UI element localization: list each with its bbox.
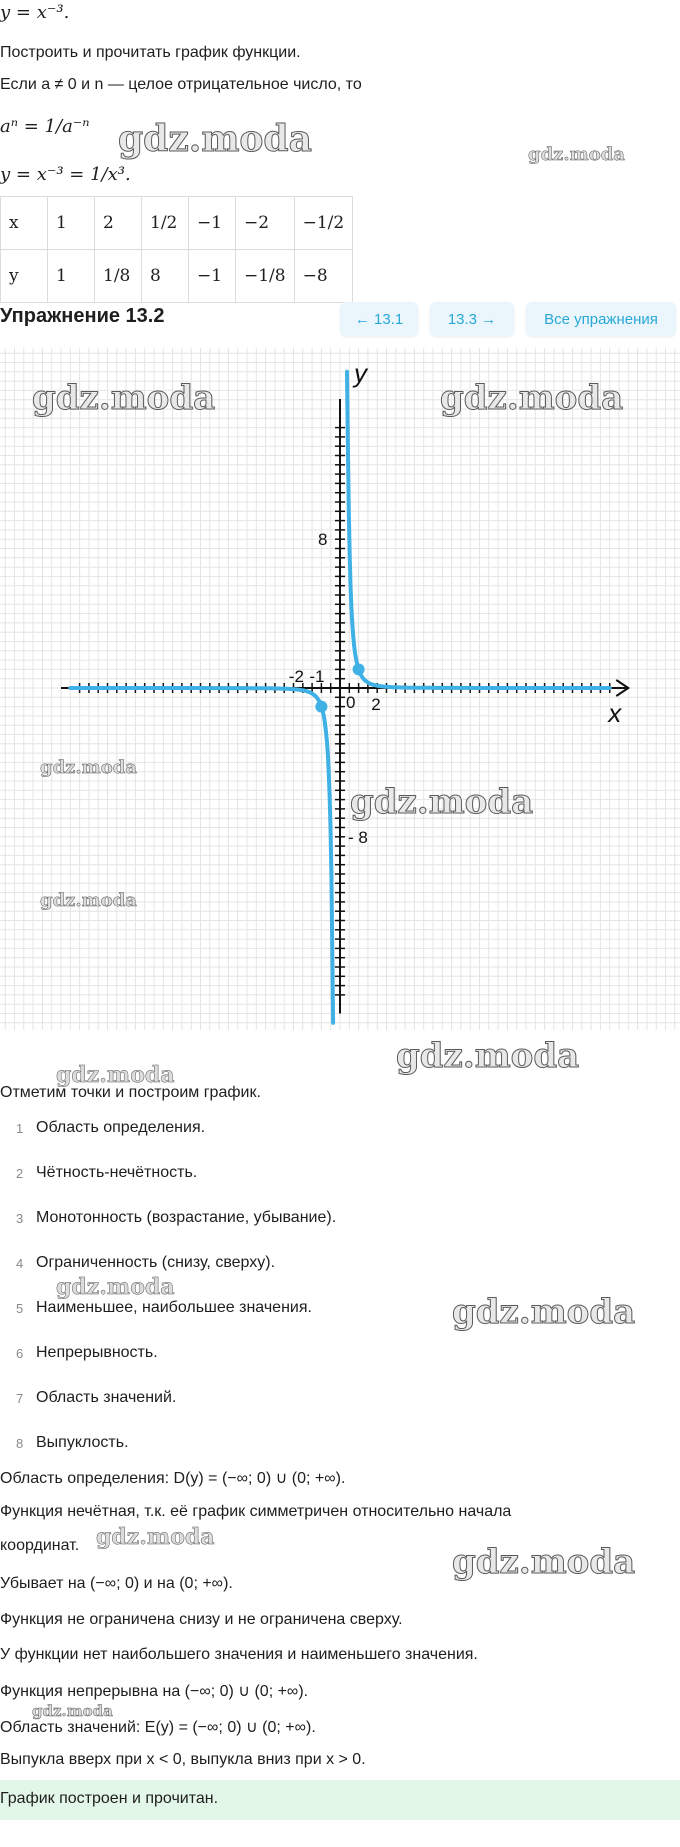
watermark: gdz.moda	[40, 890, 137, 911]
list-number: 6	[16, 1346, 24, 1361]
table-cell: 1/8	[95, 250, 142, 303]
list-number: 4	[16, 1256, 24, 1271]
y-axis-label: y	[354, 358, 367, 388]
table-row	[1, 197, 353, 250]
rule-formula: aⁿ = 1/a⁻ⁿ	[0, 116, 90, 137]
table-cell: −1	[189, 197, 236, 250]
answer-convexity: Выпукла вверх при x < 0, выпукла вниз при x > 0.	[0, 1751, 366, 1768]
answer-parity-cont: координат.	[0, 1537, 80, 1554]
list-item: Монотонность (возрастание, убывание).	[36, 1209, 337, 1226]
function-graph	[0, 348, 680, 1030]
list-item: Наименьшее, наибольшее значения.	[36, 1299, 312, 1316]
next-exercise-button[interactable]: 13.3 →	[430, 302, 514, 336]
list-number: 1	[16, 1121, 24, 1136]
answer-monotone: Убывает на (−∞; 0) и на (0; +∞).	[0, 1575, 233, 1592]
watermark: gdz.moda	[56, 1062, 175, 1088]
watermark: gdz.moda	[440, 378, 624, 418]
tick-label: 2	[371, 695, 381, 714]
table-cell: 1	[48, 250, 95, 303]
watermark: gdz.moda	[118, 118, 312, 160]
table-cell: 1/2	[142, 197, 189, 250]
answer-domain: Область определения: D(y) = (−∞; 0) ∪ (0; +∞).	[0, 1470, 346, 1487]
watermark: gdz.moda	[452, 1292, 636, 1332]
prev-exercise-button[interactable]: ← 13.1	[340, 302, 418, 336]
answer-continuity: Функция непрерывна на (−∞; 0) ∪ (0; +∞).	[0, 1683, 309, 1700]
answer-range: Область значений: E(y) = (−∞; 0) ∪ (0; +∞).	[0, 1719, 316, 1736]
table-cell: −2	[236, 197, 295, 250]
table-cell: −1/8	[236, 250, 295, 303]
function-formula: y = x⁻³.	[0, 2, 70, 23]
watermark: gdz.moda	[56, 1274, 175, 1300]
x-axis-label: x	[608, 698, 622, 728]
graph-point	[315, 701, 327, 713]
final-banner	[0, 1780, 680, 1820]
watermark: gdz.moda	[528, 144, 625, 165]
graph-point	[353, 663, 365, 675]
table-cell: 8	[142, 250, 189, 303]
rule-text: Если a ≠ 0 и n — целое отрицательное число, то	[0, 76, 362, 93]
watermark: gdz.moda	[96, 1524, 215, 1550]
list-number: 8	[16, 1436, 24, 1451]
table-row	[1, 250, 353, 303]
all-exercises-button[interactable]: Все упражнения	[526, 302, 676, 336]
table-cell: −1/2	[294, 197, 353, 250]
table-cell: −1	[189, 250, 236, 303]
tick-label: 0	[346, 693, 356, 712]
task-text: Построить и прочитать график функции.	[0, 44, 301, 61]
tick-label: 8	[318, 530, 328, 550]
table-cell: 2	[95, 197, 142, 250]
result-formula: y = x⁻³ = 1/x³.	[0, 164, 131, 185]
table-cell: −8	[294, 250, 353, 303]
table-cell: 1	[48, 197, 95, 250]
list-item: Чётность-нечётность.	[36, 1164, 198, 1181]
watermark: gdz.moda	[40, 757, 137, 778]
watermark: gdz.moda	[350, 782, 534, 822]
watermark: gdz.moda	[396, 1036, 580, 1076]
watermark: gdz.moda	[32, 1702, 113, 1720]
list-number: 3	[16, 1211, 24, 1226]
list-item: Область определения.	[36, 1119, 206, 1136]
tick-label: - 8	[348, 827, 368, 847]
list-item: Ограниченность (снизу, сверху).	[36, 1254, 276, 1271]
exercise-title: Упражнение 13.2	[0, 305, 165, 327]
list-item: Область значений.	[36, 1389, 177, 1406]
answer-bounded: Функция не ограничена снизу и не ограничена сверху.	[0, 1611, 403, 1628]
answer-parity: Функция нечётная, т.к. её график симметричен относительно начала	[0, 1503, 512, 1520]
values-table	[0, 196, 353, 303]
mark-points-text: Отметим точки и построим график.	[0, 1084, 261, 1101]
final-text: График построен и прочитан.	[0, 1790, 219, 1807]
answer-extrema: У функции нет наибольшего значения и наименьшего значения.	[0, 1646, 478, 1663]
watermark: gdz.moda	[452, 1542, 636, 1582]
list-number: 7	[16, 1391, 24, 1406]
list-item: Непрерывность.	[36, 1344, 158, 1361]
tick-label: -2	[288, 667, 304, 686]
list-number: 5	[16, 1301, 24, 1316]
tick-label: -1	[309, 667, 325, 686]
list-number: 2	[16, 1166, 24, 1181]
table-cell: y	[1, 250, 48, 303]
table-cell: x	[1, 197, 48, 250]
list-item: Выпуклость.	[36, 1434, 129, 1451]
watermark: gdz.moda	[32, 378, 216, 418]
